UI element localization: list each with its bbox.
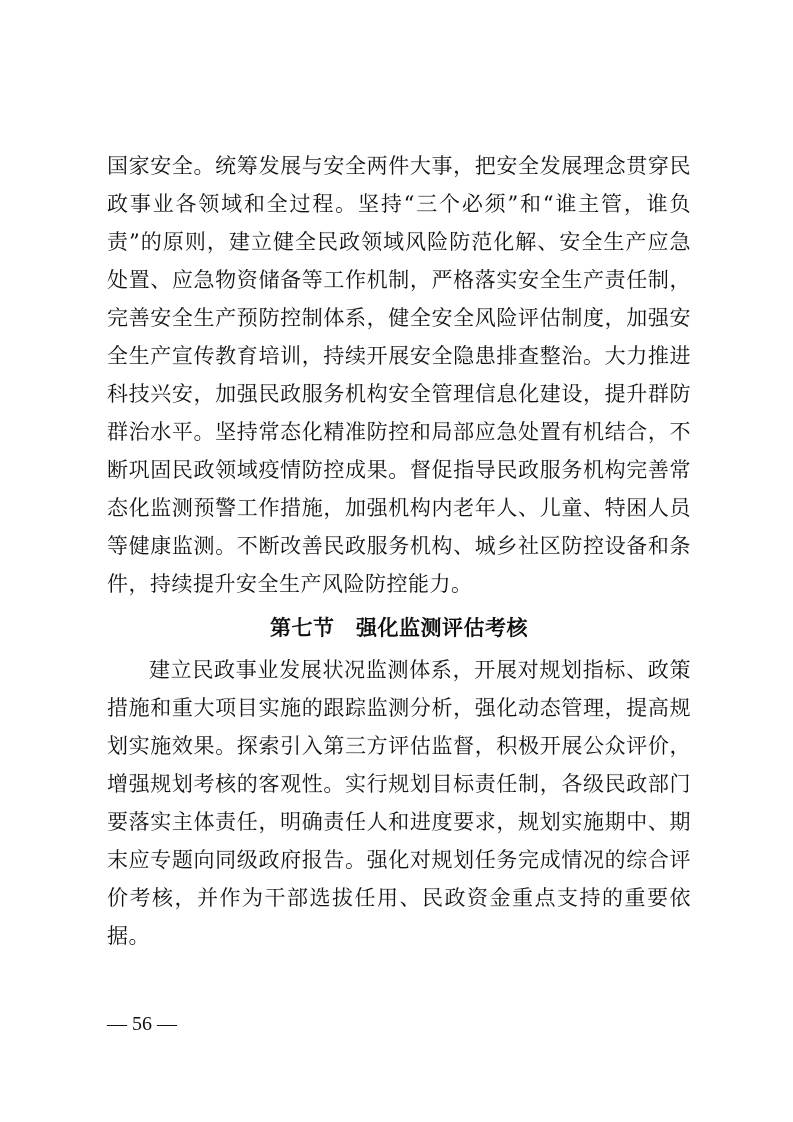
section-heading: 第七节 强化监测评估考核 xyxy=(270,615,528,640)
page-number: — 56 — xyxy=(107,1013,177,1035)
paragraph-monitoring: 建立民政事业发展状况监测体系，开展对规划指标、政策措施和重大项目实施的跟踪监测分析，强化动态管理，提高规划实施效果。探索引入第三方评估监督，积极开展公众评价，增强规划考核的客观性。实行规划目标责任制，各级民政部门要落实主体责任，明确责任人和进度要求，规划实施期中、期末应专题向同级政府报告。强化对规划任务完成情况的综合评价考核，并作为干部选拔任用、民政资金重点支持的重要依据。 xyxy=(107,658,691,948)
paragraph-continued: 国家安全。统筹发展与安全两件大事，把安全发展理念贯穿民政事业各领域和全过程。坚持“三个必须”和“谁主管，谁负责”的原则，建立健全民政领域风险防范化解、安全生产应急处置、应急物资储备等工作机制，严格落实安全生产责任制，完善安全生产预防控制体系，健全安全风险评估制度，加强安全生产宣传教育培训，持续开展安全隐患排查整治。大力推进科技兴安，加强民政服务机构安全管理信息化建设，提升群防群治水平。坚持常态化精准防控和局部应急处置有机结合，不断巩固民政领域疫情防控成果。督促指导民政服务机构完善常态化监测预警工作措施，加强机构内老年人、儿童、特困人员等健康监测。不断改善民政服务机构、城乡社区防控设备和条件，持续提升安全生产风险防控能力。 xyxy=(107,154,691,596)
document-body xyxy=(107,147,691,955)
